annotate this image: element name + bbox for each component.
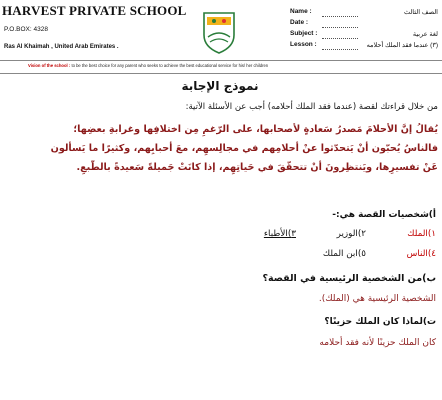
passage-line: عَنْ تفسيرِها، ويَنتظِرونَ أنْ تتحقّقَ في حَياتِهِم، إذا كانَتْ جَميلةً سَعيدةً بالطّبعِ. [76, 162, 438, 173]
option-king: ١)الملك [407, 229, 436, 239]
answer-why-sad: كان الملك حزينًا لأنه فقد أحلامه [319, 338, 436, 348]
subject-value: لغة عربية [412, 31, 438, 38]
page-title: نموذج الإجابة [181, 79, 259, 93]
subject-label: Subject : [290, 30, 318, 37]
passage-line: يُقالُ إنَّ الأحلامَ مَصدرُ سَعادةٍ لأصحابها، على الرّغمِ مِن اختلافِها وغرابةِ بعضِها؛ [73, 124, 438, 135]
lesson-line [322, 49, 358, 50]
po-box: P.O.BOX: 4328 [4, 26, 48, 33]
school-address: Ras Al Khaimah , United Arab Emirates . [4, 44, 119, 50]
characters-options [200, 229, 436, 269]
option-doctors: ٣)الأطباء [263, 229, 296, 239]
date-line [322, 27, 358, 28]
date-label: Date : [290, 19, 309, 26]
class-value: الصف الثالث [403, 9, 438, 16]
school-name: HARVEST PRIVATE SCHOOL [2, 3, 187, 18]
subject-field [290, 30, 440, 40]
vision-bar [0, 60, 442, 74]
option-kings-son: ٥)ابن الملك [322, 249, 366, 259]
lesson-value: (٣) عندما فقد الملك أحلامه [366, 42, 438, 49]
name-label: Name : [290, 8, 312, 15]
subject-line [322, 38, 358, 39]
lesson-field [290, 41, 440, 51]
name-field [290, 8, 440, 18]
question-main-character: ب)من الشخصية الرئيسية في القصة؟ [262, 273, 436, 284]
date-field [290, 19, 440, 29]
name-line [322, 16, 358, 17]
vision-label: Vision of the school : [28, 63, 71, 68]
vision-statement [28, 63, 268, 68]
answer-main-character: الشخصية الرئيسية هي (الملك). [318, 294, 436, 304]
vision-text: to be the best choice for any parent who seeks to achieve the best educational service for his/ her children [71, 63, 269, 68]
passage-line: فالناسُ يُحبّون أنْ يَتحدّثوا عنْ أحلامِهم في مجالِسهِم، معَ أحبابِهم، وكثيرًا ما يَسألون [50, 143, 438, 154]
option-people: ٤)الناس [406, 249, 436, 259]
question-why-sad: ت)لماذا كان الملك حزينًا؟ [324, 317, 436, 327]
option-minister: ٢)الوزير [336, 229, 366, 239]
instruction-text: من خلال قراءتك لقصة (عندما فقد الملك أحلامه) أجب عن الأسئلة الآتية: [185, 102, 438, 112]
reading-passage [2, 120, 438, 177]
question-characters: أ)شخصيات القصة هي:- [332, 210, 436, 220]
school-logo [194, 9, 244, 55]
lesson-label: Lesson : [290, 41, 317, 48]
